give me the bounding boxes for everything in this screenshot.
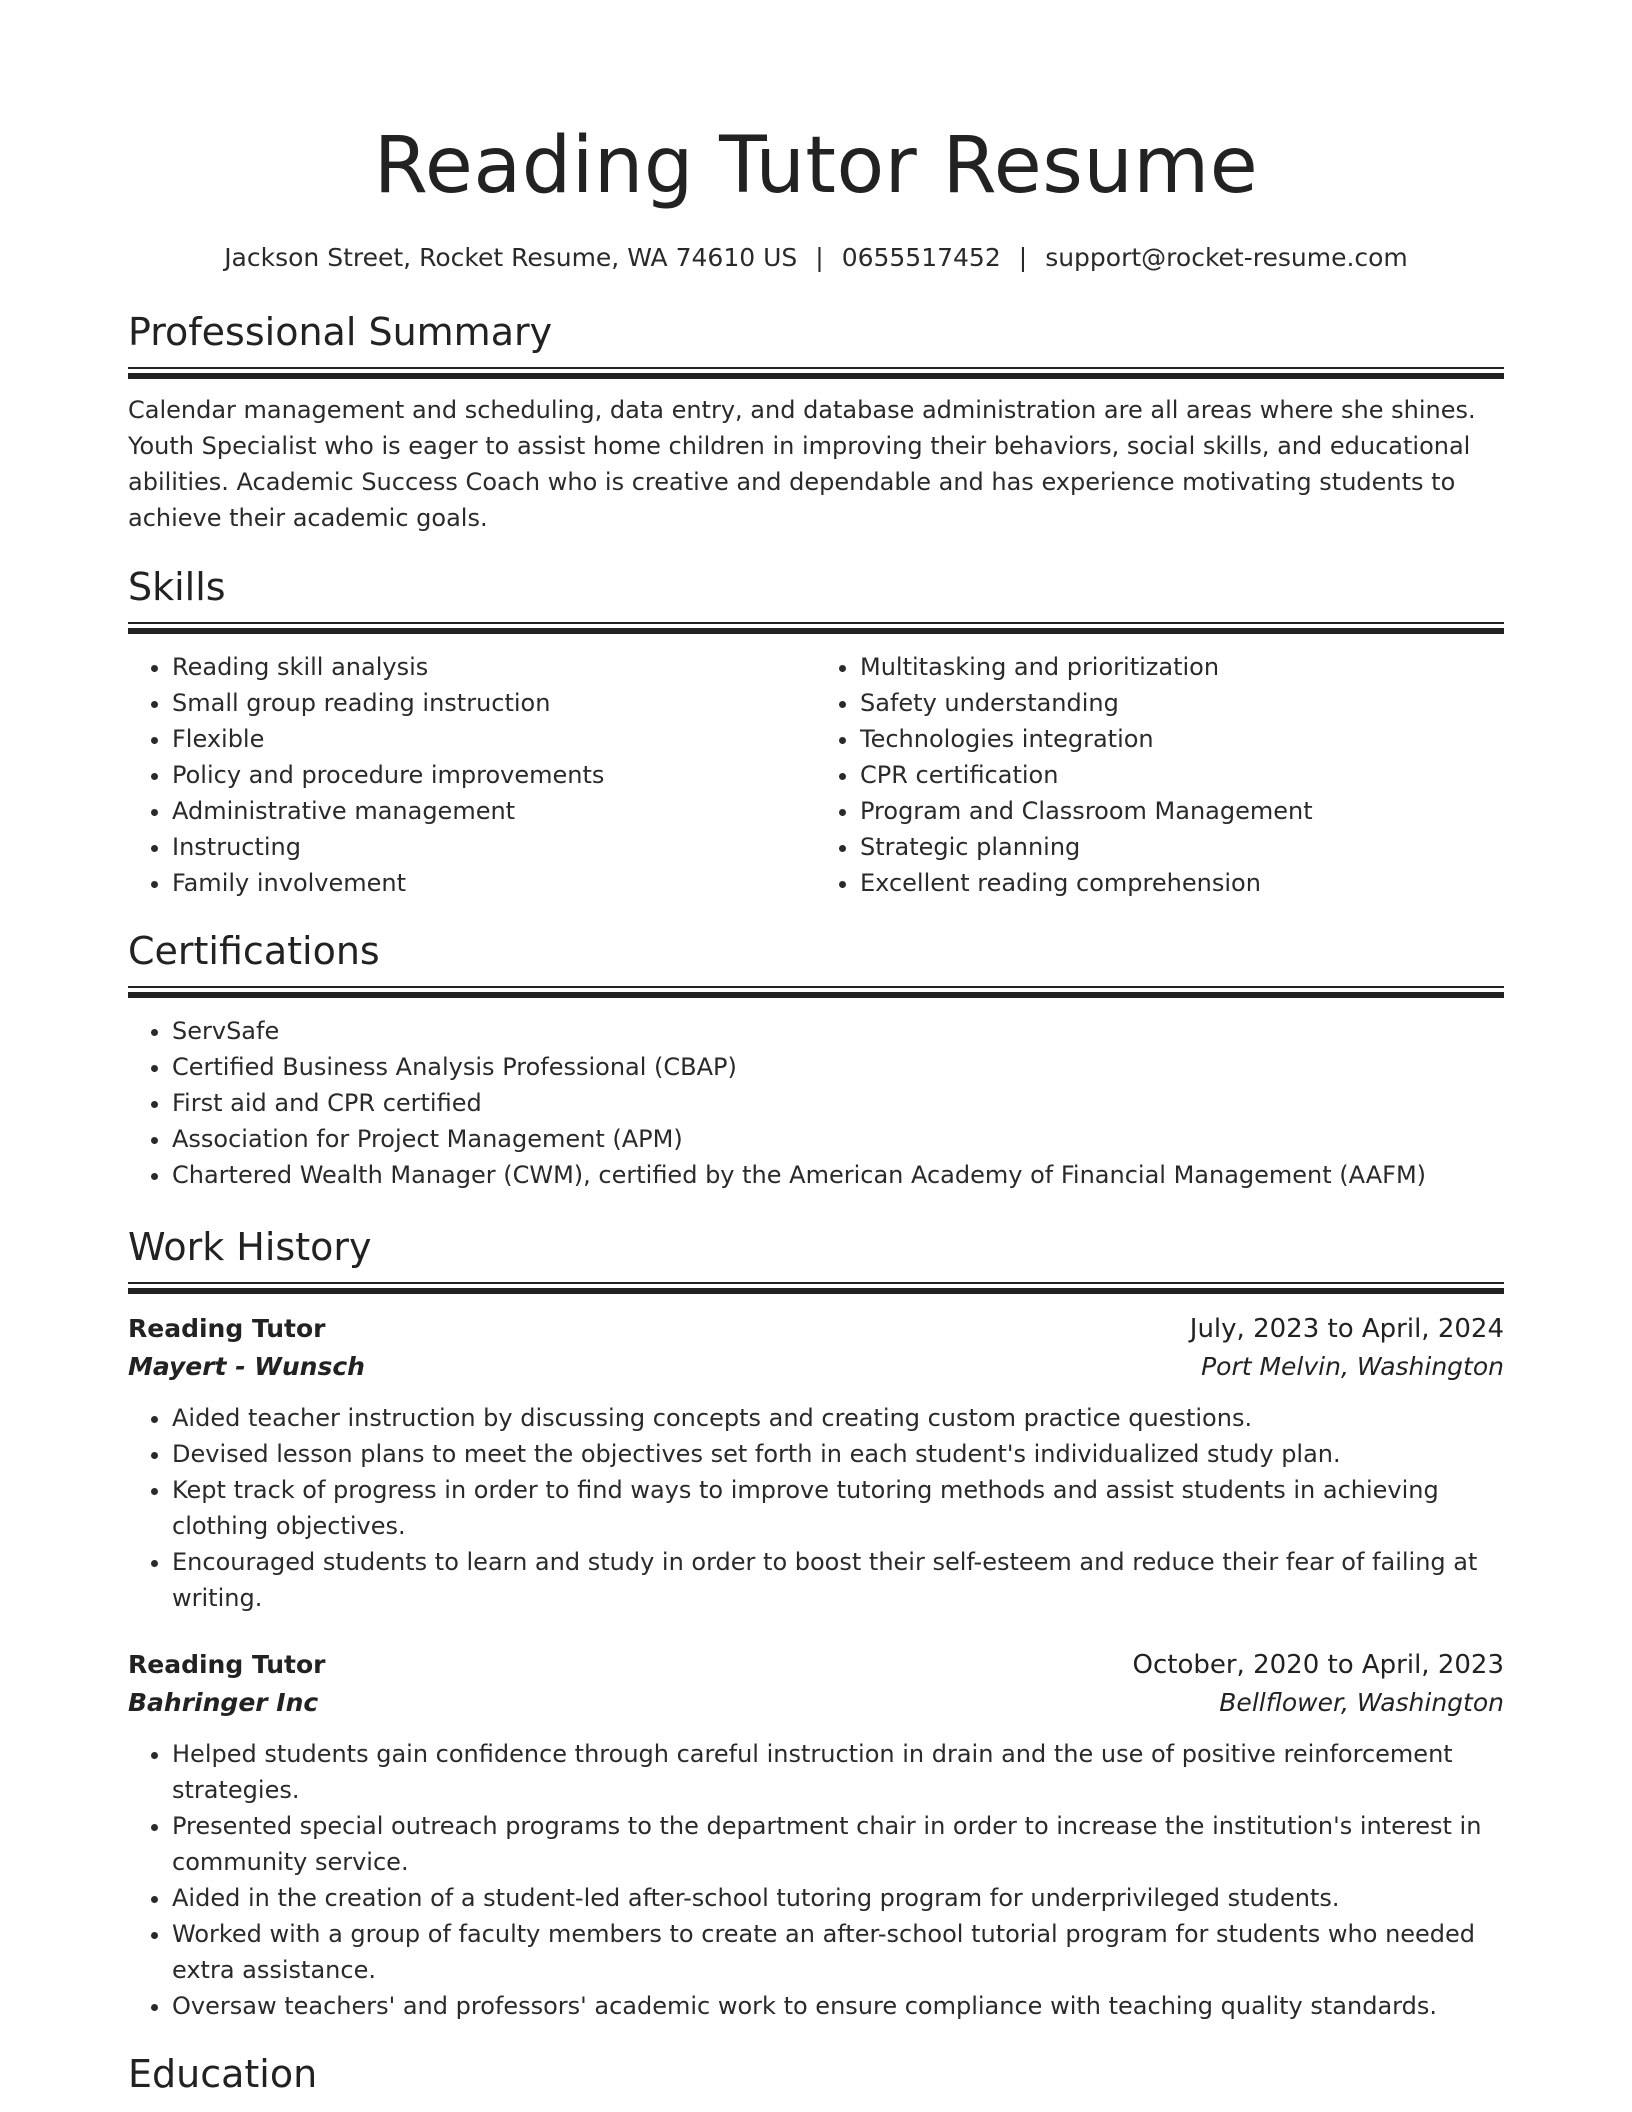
job-company: Bahringer Inc bbox=[128, 1688, 319, 1717]
certifications-heading: Certifications bbox=[128, 929, 380, 973]
job-subheader bbox=[128, 1348, 1504, 1386]
job-bullet: • Oversaw teachers' and professors' academic work to ensure compliance with teaching quality standards. bbox=[172, 1988, 1504, 2024]
section-rule bbox=[128, 1282, 1504, 1294]
education-heading: Education bbox=[128, 2052, 318, 2096]
certification-item: • First aid and CPR certified bbox=[172, 1085, 1504, 1121]
job-bullet: • Helped students gain confidence through careful instruction in drain and the use of positive reinforcement strategies. bbox=[172, 1736, 1504, 1808]
section-rule bbox=[128, 367, 1504, 379]
job-location: Bellflower, Washington bbox=[1219, 1688, 1504, 1717]
skill-item: • Reading skill analysis bbox=[172, 649, 816, 685]
certification-item: • ServSafe bbox=[172, 1013, 1504, 1049]
skill-item: • Safety understanding bbox=[860, 685, 1504, 721]
job-subheader bbox=[128, 1684, 1504, 1722]
skill-item: • CPR certification bbox=[860, 757, 1504, 793]
skill-item: • Flexible bbox=[172, 721, 816, 757]
skill-item: • Program and Classroom Management bbox=[860, 793, 1504, 829]
section-rule bbox=[128, 622, 1504, 634]
job-entry bbox=[128, 1310, 1504, 1616]
skills-heading: Skills bbox=[128, 565, 226, 609]
job-bullet: • Aided in the creation of a student-led after-school tutoring program for underprivileged students. bbox=[172, 1880, 1504, 1916]
skills-list-left bbox=[128, 649, 816, 901]
summary-text: Calendar management and scheduling, data entry, and database administration are all areas where she shines. Youth Specialist who is eager to assist home children in improving their behaviors, social skills, and educational abilities. Academic Success Coach who is creative and dependable and has experience motivating students to achieve their academic goals. bbox=[128, 396, 1476, 532]
job-header bbox=[128, 1646, 1504, 1684]
job-bullet: • Kept track of progress in order to find ways to improve tutoring methods and assist students in achieving clothing objectives. bbox=[172, 1472, 1504, 1544]
skill-item: • Policy and procedure improvements bbox=[172, 757, 816, 793]
certifications-section bbox=[128, 927, 1504, 1193]
contact-email[interactable]: support@rocket-resume.com bbox=[1045, 243, 1408, 272]
skills-section bbox=[128, 563, 1504, 901]
skills-list-right bbox=[816, 649, 1504, 901]
resume-title: Reading Tutor Resume bbox=[373, 121, 1259, 211]
work-history-heading: Work History bbox=[128, 1225, 372, 1269]
job-bullet: • Aided teacher instruction by discussing concepts and creating custom practice questions. bbox=[172, 1400, 1504, 1436]
certification-item: • Chartered Wealth Manager (CWM), certified by the American Academy of Financial Management (AAFM) bbox=[172, 1157, 1504, 1193]
job-location: Port Melvin, Washington bbox=[1201, 1352, 1504, 1381]
job-company: Mayert - Wunsch bbox=[128, 1352, 365, 1381]
job-bullet: • Encouraged students to learn and study in order to boost their self-esteem and reduce their fear of failing at writing. bbox=[172, 1544, 1504, 1616]
job-title: Reading Tutor bbox=[128, 1650, 326, 1679]
summary-section bbox=[128, 308, 1504, 536]
skill-item: • Multitasking and prioritization bbox=[860, 649, 1504, 685]
skill-item: • Instructing bbox=[172, 829, 816, 865]
skill-item: • Technologies integration bbox=[860, 721, 1504, 757]
skills-grid bbox=[128, 649, 1504, 901]
summary-heading: Professional Summary bbox=[128, 310, 553, 354]
certification-item: • Association for Project Management (APM) bbox=[172, 1121, 1504, 1157]
work-history-section bbox=[128, 1223, 1504, 2024]
job-bullet: • Devised lesson plans to meet the objectives set forth in each student's individualized study plan. bbox=[172, 1436, 1504, 1472]
skill-item: • Administrative management bbox=[172, 793, 816, 829]
skill-item: • Small group reading instruction bbox=[172, 685, 816, 721]
contact-phone: 0655517452 bbox=[841, 243, 1001, 272]
contact-address: Jackson Street, Rocket Resume, WA 74610 US bbox=[224, 243, 798, 272]
job-bullets bbox=[128, 1736, 1504, 2024]
section-rule bbox=[128, 986, 1504, 998]
contact-separator: | bbox=[815, 243, 824, 272]
skill-item: • Strategic planning bbox=[860, 829, 1504, 865]
certifications-list bbox=[128, 1013, 1504, 1193]
education-section bbox=[128, 2050, 1504, 2098]
skill-item: • Excellent reading comprehension bbox=[860, 865, 1504, 901]
resume-page bbox=[128, 0, 1504, 2098]
job-dates: July, 2023 to April, 2024 bbox=[1189, 1314, 1504, 1344]
job-title: Reading Tutor bbox=[128, 1314, 326, 1343]
job-header bbox=[128, 1310, 1504, 1348]
certification-item: • Certified Business Analysis Professional (CBAP) bbox=[172, 1049, 1504, 1085]
job-bullet: • Presented special outreach programs to the department chair in order to increase the institution's interest in community service. bbox=[172, 1808, 1504, 1880]
contact-line bbox=[128, 242, 1504, 274]
job-bullets bbox=[128, 1400, 1504, 1616]
job-entry bbox=[128, 1646, 1504, 2024]
job-dates: October, 2020 to April, 2023 bbox=[1132, 1650, 1504, 1680]
job-bullet: • Worked with a group of faculty members to create an after-school tutorial program for students who needed extra assistance. bbox=[172, 1916, 1504, 1988]
skill-item: • Family involvement bbox=[172, 865, 816, 901]
contact-separator: | bbox=[1018, 243, 1028, 272]
